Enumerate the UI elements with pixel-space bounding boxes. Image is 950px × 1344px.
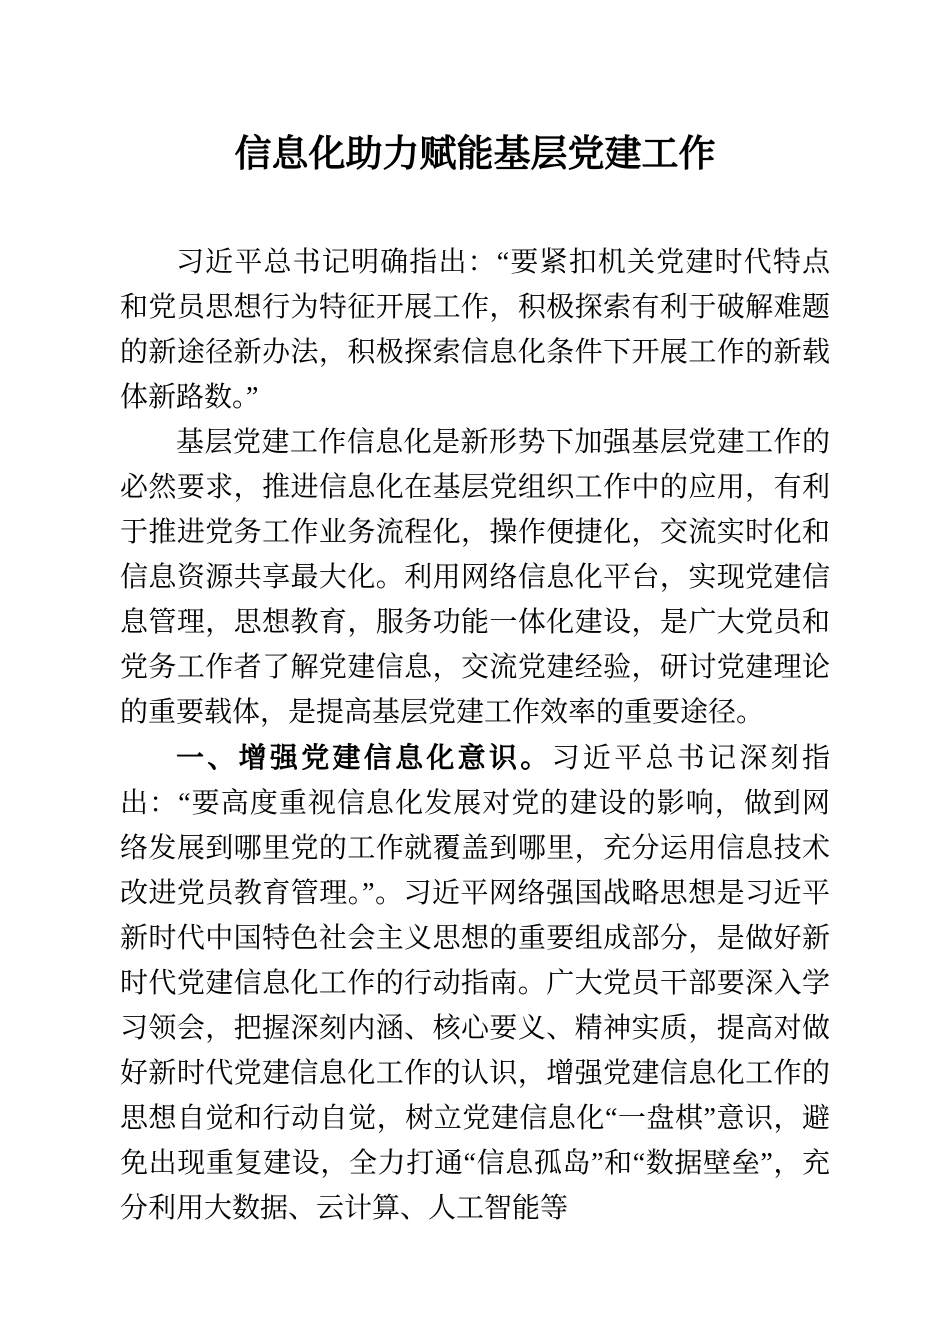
paragraph-text: 习近平总书记深刻指出：“要高度重视信息化发展对党的建设的影响，做到网络发展到哪里党的工作就覆盖到哪里，充分运用信息技术改进党员教育管理。”。习近平网络强国战略思想是习近平新时代中国特色社会主义思想的重要组成部分，是做好新时代党建信息化工作的行动指南。广大党员干部要深入学习领会，把握深刻内涵、核心要义、精神实质，提高对做好新时代党建信息化工作的认识，增强党建信息化工作的思想自觉和行动自觉，树立党建信息化“一盘棋”意识，避免出现重复建设，全力打通“信息孤岛”和“数据壁垒”，充分利用大数据、云计算、人工智能等 [120,743,830,1224]
paragraph-text: 基层党建工作信息化是新形势下加强基层党建工作的必然要求，推进信息化在基层党组织工作中的应用，有利于推进党务工作业务流程化，操作便捷化，交流实时化和信息资源共享最大化。利用网络信息化平台，实现党建信息管理，思想教育，服务功能一体化建设，是广大党员和党务工作者了解党建信息，交流党建经验，研讨党建理论的重要载体，是提高基层党建工作效率的重要途径。 [120,427,830,728]
document-title: 信息化助力赋能基层党建工作 [234,134,716,175]
section-heading: 一、增强党建信息化意识。 [176,742,552,773]
paragraph-text: 习近平总书记明确指出：“要紧扣机关党建时代特点和党员思想行为特征开展工作，积极探索有利于破解难题的新途径新办法，积极探索信息化条件下开展工作的新载体新路数。” [120,247,830,413]
paragraph-section-one [120,735,830,1231]
document-body [120,240,830,1231]
paragraph-quote-intro [120,240,830,420]
paragraph-overview [120,420,830,735]
